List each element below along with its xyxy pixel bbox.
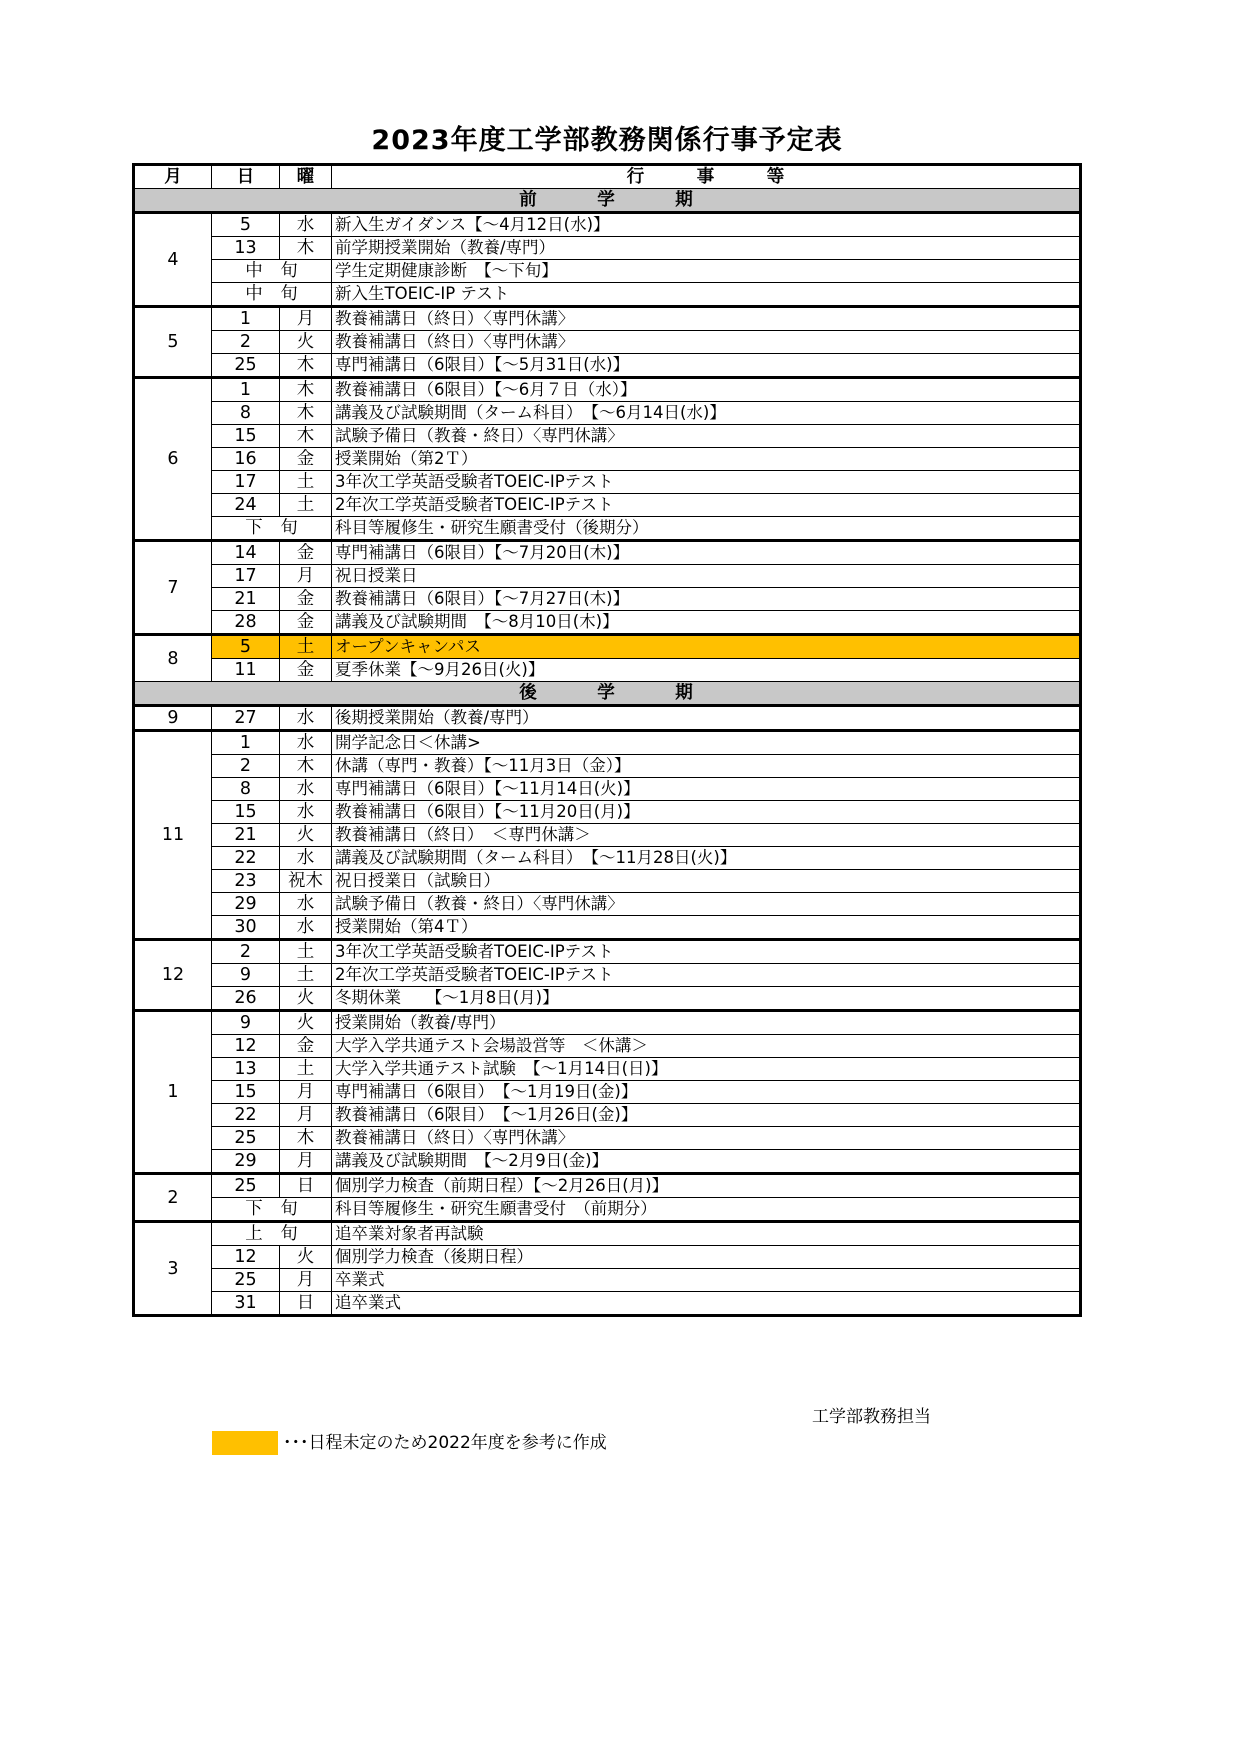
event-cell: 教養補講日（終日）〈専門休講〉: [332, 1127, 1081, 1150]
weekday-cell: 水: [280, 847, 332, 870]
day-cell: 13: [212, 1058, 280, 1081]
table-row: [134, 1269, 1081, 1292]
table-row: [134, 1198, 1081, 1222]
event-cell: 教養補講日（6限目） 【～1月26日(金)】: [332, 1104, 1081, 1127]
event-cell: 講義及び試験期間 【～8月10日(木)】: [332, 611, 1081, 635]
day-cell: 29: [212, 893, 280, 916]
month-cell: 3: [134, 1222, 212, 1316]
table-row: [134, 801, 1081, 824]
event-cell: 教養補講日（終日）〈専門休講〉: [332, 307, 1081, 331]
table-row: [134, 331, 1081, 354]
event-cell: 専門補講日（6限目） 【～1月19日(金)】: [332, 1081, 1081, 1104]
table-row: [134, 824, 1081, 847]
day-cell: 1: [212, 731, 280, 755]
table-row: [134, 611, 1081, 635]
weekday-cell: 火: [280, 1011, 332, 1035]
table-row: [134, 635, 1081, 659]
day-cell: 17: [212, 565, 280, 588]
event-cell: 大学入学共通テスト会場設営等 ＜休講＞: [332, 1035, 1081, 1058]
weekday-cell: 木: [280, 378, 332, 402]
day-cell: 15: [212, 425, 280, 448]
weekday-cell: 水: [280, 778, 332, 801]
event-cell: 追卒業式: [332, 1292, 1081, 1316]
table-row: [134, 378, 1081, 402]
table-row: [134, 402, 1081, 425]
weekday-cell: 月: [280, 1269, 332, 1292]
event-cell: 教養補講日（6限目）【～11月20日(月)】: [332, 801, 1081, 824]
event-cell: 教養補講日（終日） ＜専門休講＞: [332, 824, 1081, 847]
day-cell: 25: [212, 354, 280, 378]
period-cell: 下 旬: [212, 1198, 332, 1222]
day-cell: 12: [212, 1035, 280, 1058]
day-cell: 13: [212, 237, 280, 260]
table-row: [134, 541, 1081, 565]
day-cell: 11: [212, 659, 280, 682]
event-cell: 科目等履修生・研究生願書受付（後期分）: [332, 517, 1081, 541]
table-row: [134, 1081, 1081, 1104]
table-row: [134, 706, 1081, 731]
day-cell: 14: [212, 541, 280, 565]
table-row: [134, 940, 1081, 964]
day-cell: 28: [212, 611, 280, 635]
weekday-cell: 金: [280, 541, 332, 565]
event-cell: 授業開始（第2Ｔ）: [332, 448, 1081, 471]
weekday-cell: 金: [280, 448, 332, 471]
event-cell: 祝日授業日: [332, 565, 1081, 588]
table-row: [134, 1035, 1081, 1058]
table-row: [134, 1104, 1081, 1127]
month-cell: 4: [134, 213, 212, 307]
day-cell: 1: [212, 378, 280, 402]
weekday-cell: 金: [280, 611, 332, 635]
footer-department: 工学部教務担当: [812, 1407, 931, 1427]
weekday-cell: 火: [280, 824, 332, 847]
event-cell: 講義及び試験期間（ターム科目） 【～6月14日(水)】: [332, 402, 1081, 425]
table-row: [134, 471, 1081, 494]
table-row: [134, 1127, 1081, 1150]
event-cell: 前学期授業開始（教養/専門）: [332, 237, 1081, 260]
weekday-cell: 木: [280, 354, 332, 378]
weekday-cell: 金: [280, 588, 332, 611]
table-row: [134, 1222, 1081, 1246]
weekday-cell: 月: [280, 1150, 332, 1174]
table-row: [134, 893, 1081, 916]
day-cell: 27: [212, 706, 280, 731]
month-cell: 8: [134, 635, 212, 682]
event-cell: 冬期休業 【～1月8日(月)】: [332, 987, 1081, 1011]
month-cell: 12: [134, 940, 212, 1011]
weekday-cell: 水: [280, 213, 332, 237]
table-row: [134, 517, 1081, 541]
table-row: [134, 755, 1081, 778]
event-cell: 個別学力検査（前期日程）【～2月26日(月)】: [332, 1174, 1081, 1198]
day-cell: 8: [212, 778, 280, 801]
event-cell: 後期授業開始（教養/専門）: [332, 706, 1081, 731]
event-cell: 学生定期健康診断 【～下旬】: [332, 260, 1081, 283]
table-row: [134, 1011, 1081, 1035]
period-cell: 中 旬: [212, 260, 332, 283]
table-row: [134, 659, 1081, 682]
weekday-cell: 祝木: [280, 870, 332, 893]
weekday-cell: 火: [280, 331, 332, 354]
event-cell: 休講（専門・教養）【～11月3日（金）】: [332, 755, 1081, 778]
day-cell: 25: [212, 1269, 280, 1292]
table-row: [134, 778, 1081, 801]
table-row: [134, 964, 1081, 987]
day-cell: 9: [212, 1011, 280, 1035]
event-cell: 新入生TOEIC-IP テスト: [332, 283, 1081, 307]
weekday-cell: 土: [280, 1058, 332, 1081]
day-cell: 21: [212, 824, 280, 847]
weekday-cell: 火: [280, 1246, 332, 1269]
month-cell: 7: [134, 541, 212, 635]
weekday-cell: 月: [280, 307, 332, 331]
event-cell: 教養補講日（6限目）【～6月７日（水）】: [332, 378, 1081, 402]
weekday-cell: 月: [280, 1104, 332, 1127]
weekday-cell: 水: [280, 731, 332, 755]
day-cell: 17: [212, 471, 280, 494]
table-row: [134, 354, 1081, 378]
table-row: [134, 213, 1081, 237]
event-cell: 教養補講日（6限目）【～7月27日(木)】: [332, 588, 1081, 611]
event-cell: 2年次工学英語受験者TOEIC-IPテスト: [332, 964, 1081, 987]
day-cell: 5: [212, 635, 280, 659]
period-cell: 下 旬: [212, 517, 332, 541]
table-row: [134, 448, 1081, 471]
weekday-cell: 土: [280, 635, 332, 659]
table-row: [134, 1150, 1081, 1174]
legend-swatch: [212, 1431, 278, 1455]
weekday-cell: 木: [280, 425, 332, 448]
month-cell: 11: [134, 731, 212, 940]
weekday-cell: 金: [280, 1035, 332, 1058]
month-cell: 1: [134, 1011, 212, 1174]
table-row: [134, 283, 1081, 307]
event-cell: 講義及び試験期間（ターム科目） 【～11月28日(火)】: [332, 847, 1081, 870]
table-row: [134, 847, 1081, 870]
day-cell: 2: [212, 331, 280, 354]
weekday-cell: 水: [280, 706, 332, 731]
weekday-cell: 木: [280, 237, 332, 260]
table-row: [134, 588, 1081, 611]
day-cell: 25: [212, 1127, 280, 1150]
schedule-body: [134, 165, 1081, 1316]
table-row: [134, 565, 1081, 588]
weekday-cell: 火: [280, 987, 332, 1011]
weekday-cell: 金: [280, 659, 332, 682]
period-cell: 上 旬: [212, 1222, 332, 1246]
event-cell: 開学記念日＜休講>: [332, 731, 1081, 755]
day-cell: 8: [212, 402, 280, 425]
weekday-cell: 月: [280, 565, 332, 588]
day-cell: 26: [212, 987, 280, 1011]
event-cell: 教養補講日（終日）〈専門休講〉: [332, 331, 1081, 354]
table-row: [134, 731, 1081, 755]
day-cell: 5: [212, 213, 280, 237]
month-cell: 2: [134, 1174, 212, 1222]
weekday-cell: 日: [280, 1292, 332, 1316]
weekday-cell: 日: [280, 1174, 332, 1198]
day-cell: 12: [212, 1246, 280, 1269]
schedule-table: [132, 163, 1082, 1317]
event-cell: 試験予備日（教養・終日）〈専門休講〉: [332, 893, 1081, 916]
event-cell: 2年次工学英語受験者TOEIC-IPテスト: [332, 494, 1081, 517]
weekday-cell: 土: [280, 494, 332, 517]
semester-label: 後 学 期: [134, 682, 1081, 706]
day-cell: 22: [212, 1104, 280, 1127]
table-row: [134, 1246, 1081, 1269]
table-row: [134, 425, 1081, 448]
table-row: [134, 307, 1081, 331]
event-cell: 試験予備日（教養・終日）〈専門休講〉: [332, 425, 1081, 448]
event-cell: 新入生ガイダンス【～4月12日(水)】: [332, 213, 1081, 237]
month-cell: 5: [134, 307, 212, 378]
event-cell: オープンキャンパス: [332, 635, 1081, 659]
day-cell: 2: [212, 940, 280, 964]
day-cell: 24: [212, 494, 280, 517]
event-cell: 授業開始（教養/専門）: [332, 1011, 1081, 1035]
event-cell: 科目等履修生・研究生願書受付 （前期分）: [332, 1198, 1081, 1222]
table-row: [134, 1174, 1081, 1198]
header-event: 行 事 等: [332, 165, 1081, 189]
event-cell: 3年次工学英語受験者TOEIC-IPテスト: [332, 471, 1081, 494]
semester-row: [134, 189, 1081, 213]
weekday-cell: 水: [280, 893, 332, 916]
day-cell: 2: [212, 755, 280, 778]
table-row: [134, 987, 1081, 1011]
event-cell: 祝日授業日（試験日）: [332, 870, 1081, 893]
table-row: [134, 916, 1081, 940]
event-cell: 卒業式: [332, 1269, 1081, 1292]
event-cell: 3年次工学英語受験者TOEIC-IPテスト: [332, 940, 1081, 964]
weekday-cell: 土: [280, 471, 332, 494]
event-cell: 専門補講日（6限目）【～11月14日(火)】: [332, 778, 1081, 801]
weekday-cell: 水: [280, 801, 332, 824]
header-day: 日: [212, 165, 280, 189]
semester-row: [134, 682, 1081, 706]
weekday-cell: 木: [280, 755, 332, 778]
day-cell: 21: [212, 588, 280, 611]
month-cell: 9: [134, 706, 212, 731]
table-row: [134, 260, 1081, 283]
day-cell: 25: [212, 1174, 280, 1198]
semester-label: 前 学 期: [134, 189, 1081, 213]
table-row: [134, 494, 1081, 517]
page-title: 2023年度工学部教務関係行事予定表: [371, 125, 843, 156]
event-cell: 専門補講日（6限目）【～7月20日(木)】: [332, 541, 1081, 565]
table-row: [134, 1292, 1081, 1316]
table-row: [134, 1058, 1081, 1081]
table-row: [134, 237, 1081, 260]
event-cell: 専門補講日（6限目）【～5月31日(水)】: [332, 354, 1081, 378]
event-cell: 大学入学共通テスト試験 【～1月14日(日)】: [332, 1058, 1081, 1081]
weekday-cell: 月: [280, 1081, 332, 1104]
month-cell: 6: [134, 378, 212, 541]
weekday-cell: 土: [280, 940, 332, 964]
day-cell: 15: [212, 1081, 280, 1104]
event-cell: 追卒業対象者再試験: [332, 1222, 1081, 1246]
day-cell: 31: [212, 1292, 280, 1316]
weekday-cell: 土: [280, 964, 332, 987]
day-cell: 9: [212, 964, 280, 987]
day-cell: 23: [212, 870, 280, 893]
header-month: 月: [134, 165, 212, 189]
header-weekday: 曜: [280, 165, 332, 189]
weekday-cell: 水: [280, 916, 332, 940]
table-row: [134, 870, 1081, 893]
day-cell: 29: [212, 1150, 280, 1174]
day-cell: 15: [212, 801, 280, 824]
day-cell: 16: [212, 448, 280, 471]
weekday-cell: 木: [280, 1127, 332, 1150]
event-cell: 講義及び試験期間 【～2月9日(金)】: [332, 1150, 1081, 1174]
table-header-row: [134, 165, 1081, 189]
event-cell: 授業開始（第4Ｔ）: [332, 916, 1081, 940]
legend-text: ･･･日程未定のため2022年度を参考に作成: [283, 1433, 607, 1453]
period-cell: 中 旬: [212, 283, 332, 307]
event-cell: 夏季休業【～9月26日(火)】: [332, 659, 1081, 682]
day-cell: 1: [212, 307, 280, 331]
day-cell: 30: [212, 916, 280, 940]
day-cell: 22: [212, 847, 280, 870]
event-cell: 個別学力検査（後期日程）: [332, 1246, 1081, 1269]
weekday-cell: 木: [280, 402, 332, 425]
